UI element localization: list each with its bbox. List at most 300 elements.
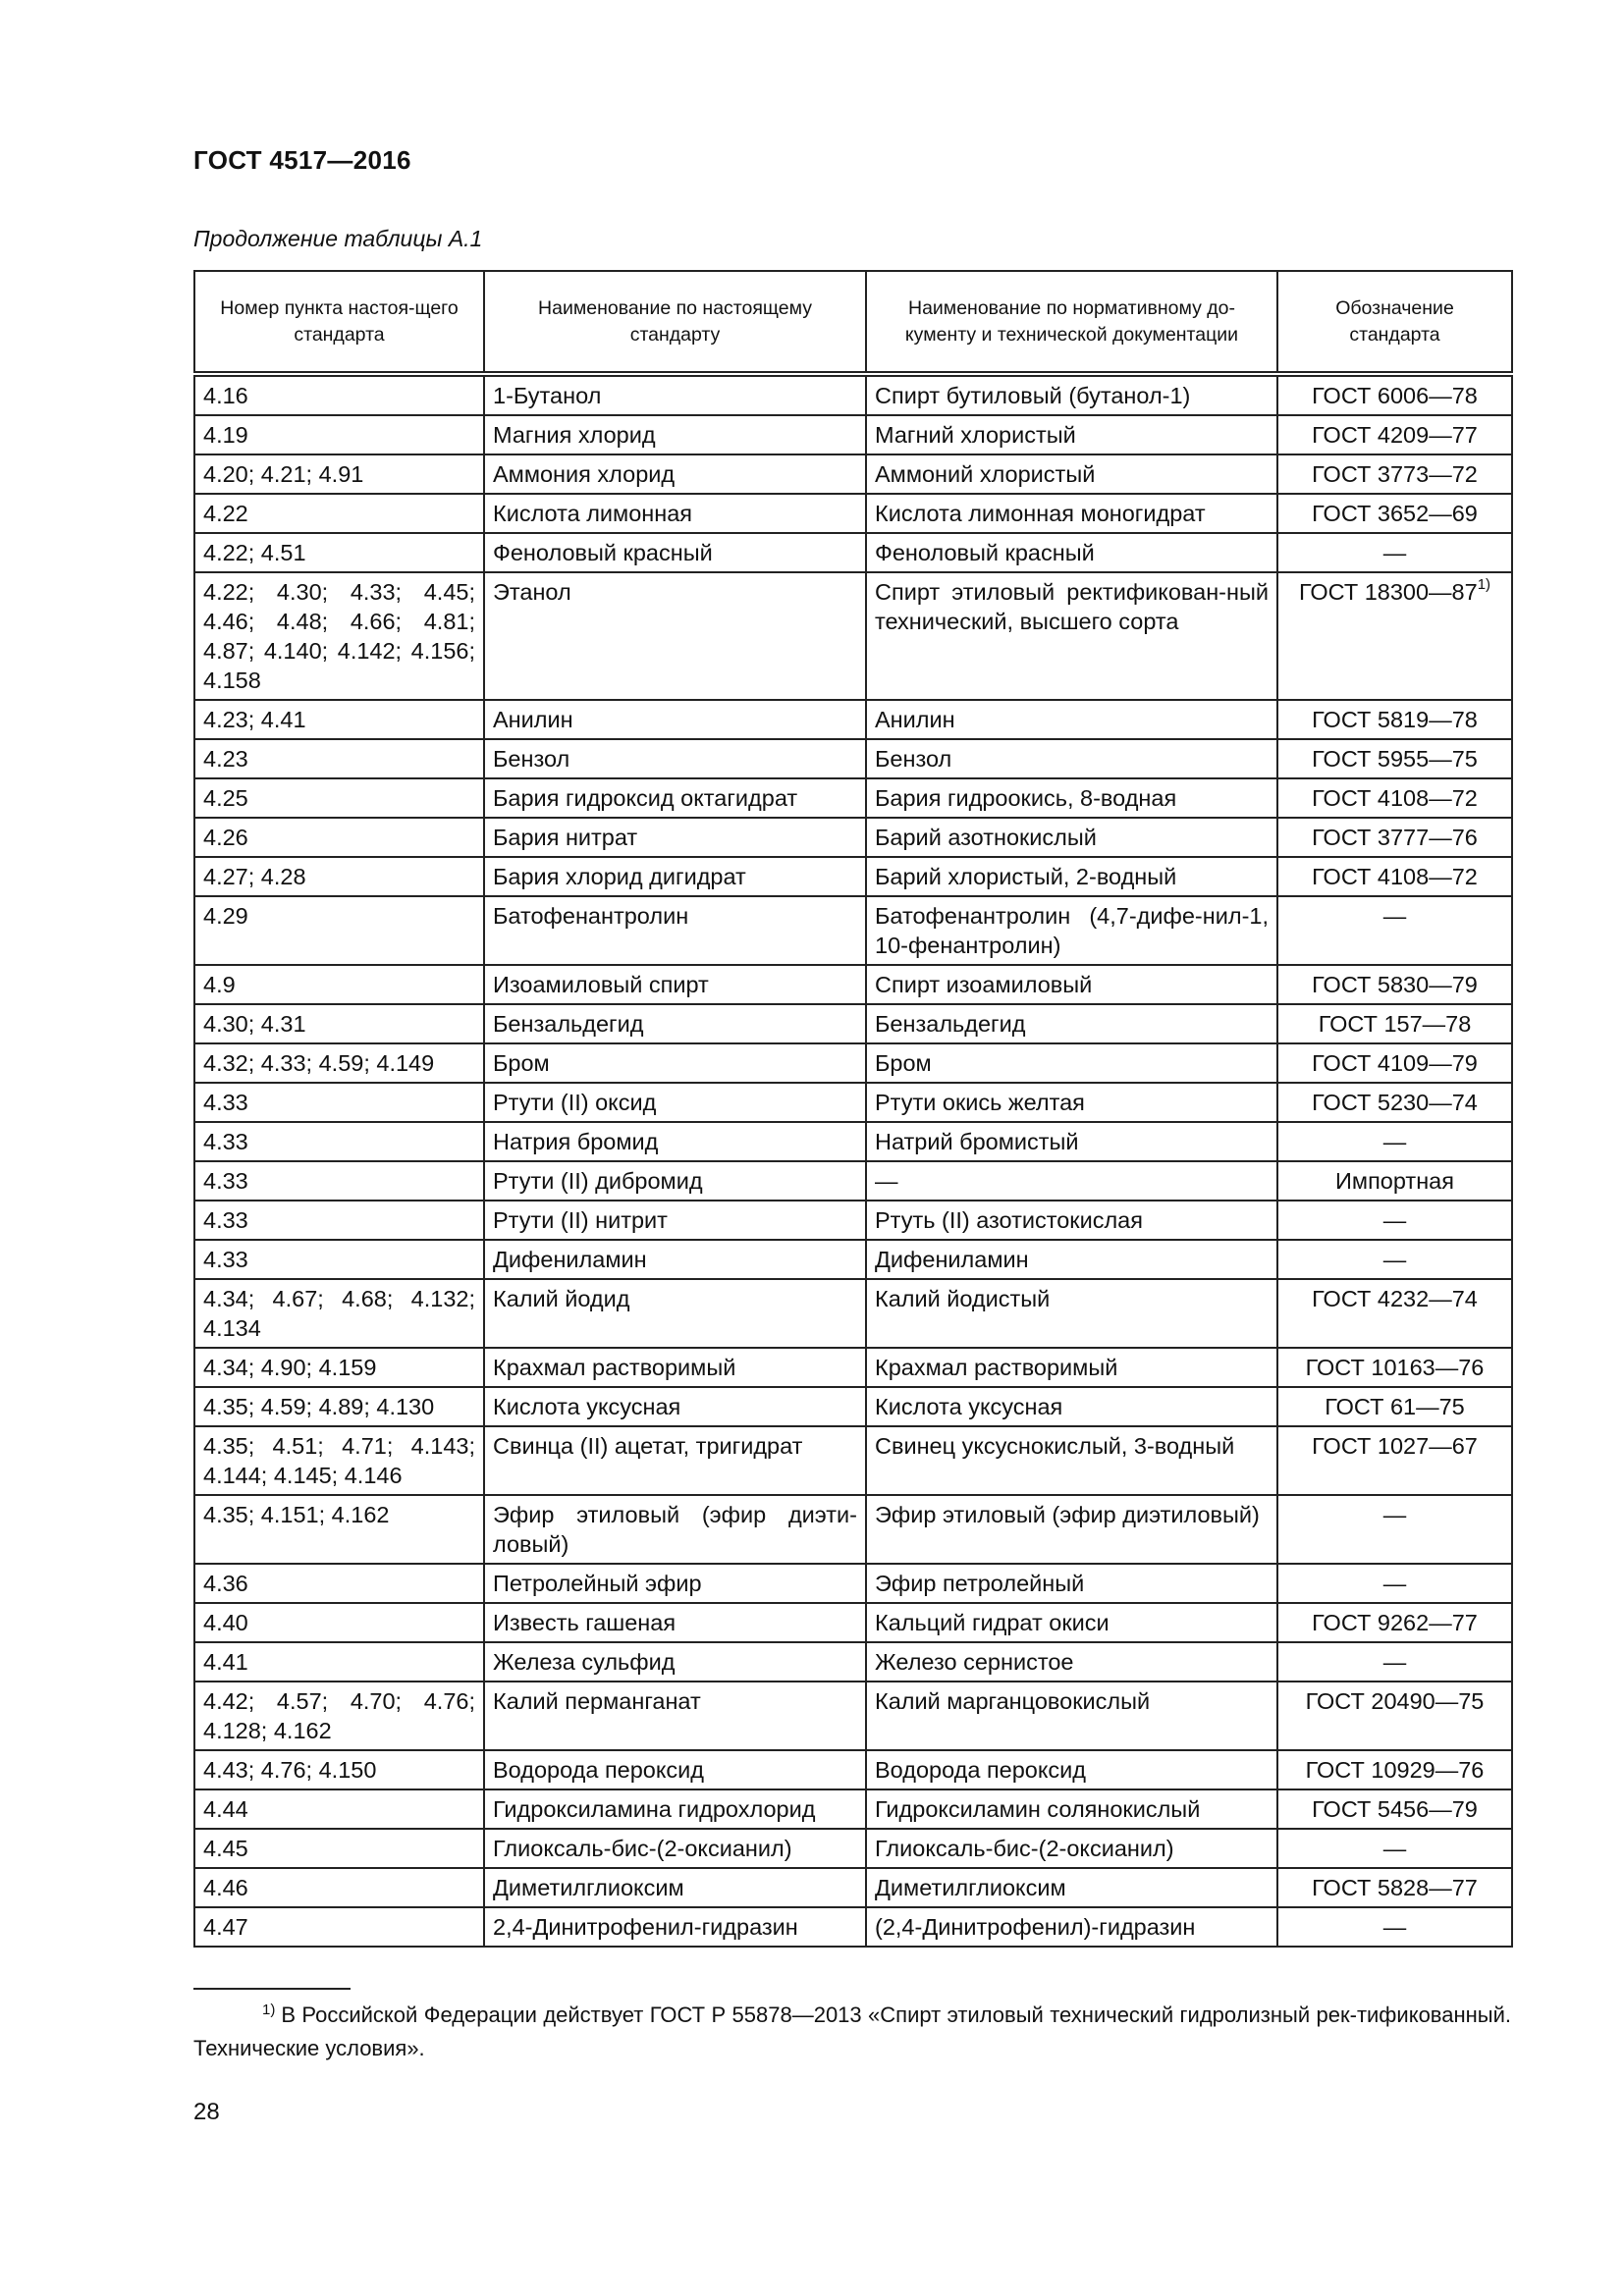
reagents-table — [193, 270, 1513, 1948]
table-row — [194, 1495, 1512, 1564]
cell-doc-name — [866, 1426, 1277, 1495]
cell-name — [484, 1240, 866, 1279]
cell-standard-text: ГОСТ 9262—77 — [1312, 1610, 1478, 1635]
cell-clause — [194, 374, 484, 415]
table-row — [194, 1161, 1512, 1201]
cell-doc-name-text: Кальций гидрат окиси — [875, 1610, 1110, 1635]
cell-doc-name-text: Железо сернистое — [875, 1649, 1074, 1675]
cell-name-text: Бария нитрат — [493, 825, 638, 850]
cell-clause — [194, 1043, 484, 1083]
cell-name-text: Гидроксиламина гидрохлорид — [493, 1796, 816, 1822]
cell-doc-name — [866, 1868, 1277, 1907]
cell-name-text: Изоамиловый спирт — [493, 972, 709, 997]
cell-doc-name-text: Спирт этиловый ректификован-ный технический, высшего сорта — [875, 579, 1269, 634]
cell-standard — [1277, 1004, 1512, 1043]
cell-name-text: Бром — [493, 1050, 550, 1076]
cell-standard-text: ГОСТ 1027—67 — [1312, 1433, 1478, 1459]
cell-clause — [194, 896, 484, 965]
table-header-row — [194, 271, 1512, 374]
cell-doc-name-text: Крахмал растворимый — [875, 1355, 1118, 1380]
cell-doc-name — [866, 1495, 1277, 1564]
cell-clause-text: 4.35; 4.51; 4.71; 4.143; 4.144; 4.145; 4.146 — [203, 1433, 475, 1488]
cell-name-text: Дифениламин — [493, 1247, 647, 1272]
table-row — [194, 1868, 1512, 1907]
cell-standard-text: — — [1382, 540, 1407, 565]
cell-doc-name — [866, 1603, 1277, 1642]
cell-standard — [1277, 1564, 1512, 1603]
column-header-standard: Обозначение стандарта — [1277, 271, 1512, 374]
cell-clause — [194, 1004, 484, 1043]
cell-clause-text: 4.32; 4.33; 4.59; 4.149 — [203, 1050, 435, 1076]
cell-doc-name-text: Спирт изоамиловый — [875, 972, 1093, 997]
cell-standard — [1277, 1240, 1512, 1279]
cell-clause-text: 4.45 — [203, 1836, 248, 1861]
table-row — [194, 1789, 1512, 1829]
table-row — [194, 1240, 1512, 1279]
cell-name — [484, 494, 866, 533]
cell-clause — [194, 1495, 484, 1564]
cell-doc-name-text: Дифениламин — [875, 1247, 1029, 1272]
cell-standard-text: — — [1382, 1914, 1407, 1940]
cell-clause-text: 4.35; 4.151; 4.162 — [203, 1502, 390, 1527]
cell-standard — [1277, 1495, 1512, 1564]
cell-doc-name — [866, 896, 1277, 965]
cell-standard-text: ГОСТ 6006—78 — [1312, 383, 1478, 408]
table-row — [194, 1682, 1512, 1750]
cell-clause-text: 4.33 — [203, 1129, 248, 1154]
cell-standard — [1277, 374, 1512, 415]
cell-standard-text: ГОСТ 5456—79 — [1312, 1796, 1478, 1822]
cell-name — [484, 1083, 866, 1122]
table-row — [194, 700, 1512, 739]
cell-standard-text: ГОСТ 4108—72 — [1312, 864, 1478, 889]
cell-clause-text: 4.25 — [203, 785, 248, 811]
cell-name-text: 2,4-Динитрофенил-гидразин — [493, 1914, 798, 1940]
cell-clause-text: 4.23 — [203, 746, 248, 772]
cell-clause — [194, 1240, 484, 1279]
cell-doc-name-text: Бензальдегид — [875, 1011, 1026, 1037]
cell-doc-name-text: Кислота уксусная — [875, 1394, 1063, 1419]
cell-clause-text: 4.33 — [203, 1090, 248, 1115]
cell-clause — [194, 739, 484, 778]
cell-standard — [1277, 1083, 1512, 1122]
cell-name — [484, 1161, 866, 1201]
cell-doc-name-text: Барий азотнокислый — [875, 825, 1097, 850]
cell-clause-text: 4.23; 4.41 — [203, 707, 306, 732]
cell-clause-text: 4.35; 4.59; 4.89; 4.130 — [203, 1394, 435, 1419]
cell-name — [484, 857, 866, 896]
cell-standard-text: ГОСТ 4232—74 — [1312, 1286, 1478, 1311]
cell-clause-text: 4.42; 4.57; 4.70; 4.76; 4.128; 4.162 — [203, 1688, 475, 1743]
cell-clause-text: 4.33 — [203, 1207, 248, 1233]
cell-standard — [1277, 1682, 1512, 1750]
cell-standard-text: ГОСТ 4109—79 — [1312, 1050, 1478, 1076]
table-row — [194, 1750, 1512, 1789]
cell-doc-name — [866, 374, 1277, 415]
cell-standard-text: ГОСТ 4108—72 — [1312, 785, 1478, 811]
cell-name-text: Глиоксаль-бис-(2-оксианил) — [493, 1836, 792, 1861]
cell-name-text: Батофенантролин — [493, 903, 689, 929]
cell-clause-text: 4.26 — [203, 825, 248, 850]
cell-name-text: Известь гашеная — [493, 1610, 677, 1635]
cell-name-text: Диметилглиоксим — [493, 1875, 684, 1900]
cell-doc-name-text: Батофенантролин (4,7-дифе-нил-1, 10-фенантролин) — [875, 903, 1269, 958]
cell-clause — [194, 818, 484, 857]
cell-name-text: Натрия бромид — [493, 1129, 659, 1154]
cell-standard-text: — — [1382, 1502, 1407, 1527]
cell-standard — [1277, 1348, 1512, 1387]
cell-name-text: Феноловый красный — [493, 540, 713, 565]
cell-name — [484, 1426, 866, 1495]
cell-name-text: Петролейный эфир — [493, 1571, 702, 1596]
cell-standard — [1277, 857, 1512, 896]
cell-clause-text: 4.33 — [203, 1247, 248, 1272]
cell-clause-text: 4.30; 4.31 — [203, 1011, 306, 1037]
cell-clause-text: 4.22; 4.51 — [203, 540, 306, 565]
cell-doc-name-text: Анилин — [875, 707, 955, 732]
cell-clause — [194, 1868, 484, 1907]
cell-standard — [1277, 454, 1512, 494]
cell-doc-name — [866, 454, 1277, 494]
table-row — [194, 533, 1512, 572]
cell-clause — [194, 1201, 484, 1240]
cell-doc-name — [866, 1240, 1277, 1279]
cell-name — [484, 374, 866, 415]
cell-name — [484, 1682, 866, 1750]
cell-name-text: Кислота уксусная — [493, 1394, 681, 1419]
cell-standard — [1277, 1829, 1512, 1868]
footnote-divider — [193, 1988, 351, 1990]
cell-standard — [1277, 818, 1512, 857]
cell-standard — [1277, 1789, 1512, 1829]
cell-name — [484, 739, 866, 778]
cell-clause-text: 4.34; 4.67; 4.68; 4.132; 4.134 — [203, 1286, 475, 1341]
cell-doc-name — [866, 818, 1277, 857]
cell-doc-name-text: Аммоний хлористый — [875, 461, 1096, 487]
cell-clause-text: 4.22; 4.30; 4.33; 4.45; 4.46; 4.48; 4.66; 4.81; 4.87; 4.140; 4.142; 4.156; 4.158 — [203, 579, 475, 693]
cell-standard-text: — — [1382, 1571, 1407, 1596]
cell-doc-name — [866, 1564, 1277, 1603]
cell-standard-text: ГОСТ 5230—74 — [1312, 1090, 1478, 1115]
cell-clause — [194, 1122, 484, 1161]
cell-name-text: Этанол — [493, 579, 571, 605]
cell-doc-name — [866, 739, 1277, 778]
cell-name — [484, 454, 866, 494]
cell-name — [484, 896, 866, 965]
cell-doc-name — [866, 1907, 1277, 1947]
cell-standard-text: ГОСТ 5955—75 — [1312, 746, 1478, 772]
cell-name — [484, 1348, 866, 1387]
cell-name — [484, 778, 866, 818]
table-row — [194, 454, 1512, 494]
cell-doc-name-text: Калий йодистый — [875, 1286, 1051, 1311]
cell-standard-text: ГОСТ 5819—78 — [1312, 707, 1478, 732]
cell-name — [484, 1004, 866, 1043]
cell-standard — [1277, 1122, 1512, 1161]
cell-doc-name — [866, 1161, 1277, 1201]
cell-clause-text: 4.16 — [203, 383, 248, 408]
cell-name-text: Крахмал растворимый — [493, 1355, 736, 1380]
cell-doc-name — [866, 1279, 1277, 1348]
cell-standard-text: — — [1382, 1247, 1407, 1272]
cell-clause — [194, 1789, 484, 1829]
cell-name — [484, 1907, 866, 1947]
cell-standard — [1277, 572, 1512, 700]
cell-standard-text: — — [1382, 1207, 1407, 1233]
cell-standard-text: ГОСТ 3652—69 — [1312, 501, 1478, 526]
cell-standard-text: — — [1382, 1129, 1407, 1154]
cell-standard — [1277, 778, 1512, 818]
column-header-doc-name: Наименование по нормативному до-кументу и технической документации — [866, 271, 1277, 374]
cell-doc-name-text: Спирт бутиловый (бутанол-1) — [875, 383, 1191, 408]
cell-doc-name-text: Калий марганцовокислый — [875, 1688, 1151, 1714]
cell-doc-name-text: Барий хлористый, 2-водный — [875, 864, 1177, 889]
cell-clause-text: 4.33 — [203, 1168, 248, 1194]
cell-name — [484, 1387, 866, 1426]
cell-standard-text: ГОСТ 4209—77 — [1312, 422, 1478, 448]
cell-clause-text: 4.20; 4.21; 4.91 — [203, 461, 364, 487]
cell-doc-name — [866, 1201, 1277, 1240]
cell-doc-name — [866, 494, 1277, 533]
cell-doc-name — [866, 965, 1277, 1004]
cell-standard-text: ГОСТ 10163—76 — [1305, 1355, 1485, 1380]
cell-standard-text: ГОСТ 3773—72 — [1312, 461, 1478, 487]
cell-name — [484, 572, 866, 700]
cell-doc-name — [866, 1829, 1277, 1868]
column-header-name: Наименование по настоящему стандарту — [484, 271, 866, 374]
cell-clause — [194, 1750, 484, 1789]
cell-clause — [194, 1279, 484, 1348]
page-number: 28 — [193, 2099, 220, 2125]
cell-name-text: 1-Бутанол — [493, 383, 602, 408]
cell-standard — [1277, 494, 1512, 533]
cell-name-text: Ртути (II) дибромид — [493, 1168, 703, 1194]
cell-clause-text: 4.34; 4.90; 4.159 — [203, 1355, 377, 1380]
cell-name — [484, 1495, 866, 1564]
table-row — [194, 1387, 1512, 1426]
cell-standard — [1277, 415, 1512, 454]
cell-clause — [194, 1829, 484, 1868]
footnote-text: В Российской Федерации действует ГОСТ Р 55878—2013 «Спирт этиловый технический гидролизный рек-тификованный. Технические условия». — [193, 2002, 1511, 2060]
cell-name — [484, 1642, 866, 1682]
cell-name — [484, 1564, 866, 1603]
cell-clause — [194, 454, 484, 494]
cell-standard-text: Импортная — [1335, 1168, 1454, 1194]
cell-name — [484, 1279, 866, 1348]
cell-name — [484, 1789, 866, 1829]
cell-standard — [1277, 1907, 1512, 1947]
cell-name-text: Бензальдегид — [493, 1011, 644, 1037]
cell-clause-text: 4.44 — [203, 1796, 248, 1822]
cell-doc-name — [866, 1348, 1277, 1387]
cell-standard — [1277, 739, 1512, 778]
cell-standard — [1277, 1642, 1512, 1682]
cell-name — [484, 700, 866, 739]
cell-doc-name-text: Бром — [875, 1050, 932, 1076]
cell-clause — [194, 857, 484, 896]
cell-clause-text: 4.40 — [203, 1610, 248, 1635]
cell-clause — [194, 1682, 484, 1750]
cell-doc-name-text: Диметилглиоксим — [875, 1875, 1066, 1900]
cell-clause — [194, 1348, 484, 1387]
table-row — [194, 1642, 1512, 1682]
cell-standard — [1277, 896, 1512, 965]
table-row — [194, 739, 1512, 778]
cell-doc-name — [866, 1642, 1277, 1682]
cell-standard-text: — — [1382, 1836, 1407, 1861]
cell-doc-name — [866, 1682, 1277, 1750]
cell-clause — [194, 1161, 484, 1201]
cell-standard-text: ГОСТ 157—78 — [1318, 1011, 1472, 1037]
table-row — [194, 1348, 1512, 1387]
cell-clause — [194, 1083, 484, 1122]
cell-standard-text: ГОСТ 20490—75 — [1305, 1688, 1485, 1714]
table-row — [194, 1279, 1512, 1348]
cell-doc-name-text: Водорода пероксид — [875, 1757, 1087, 1783]
cell-doc-name — [866, 415, 1277, 454]
cell-clause — [194, 1387, 484, 1426]
cell-standard — [1277, 1868, 1512, 1907]
table-caption: Продолжение таблицы А.1 — [193, 226, 483, 251]
table-row — [194, 857, 1512, 896]
cell-name — [484, 965, 866, 1004]
cell-name — [484, 1829, 866, 1868]
cell-clause-text: 4.19 — [203, 422, 248, 448]
cell-doc-name — [866, 700, 1277, 739]
cell-clause — [194, 778, 484, 818]
cell-name-text: Бензол — [493, 746, 570, 772]
cell-name — [484, 1201, 866, 1240]
cell-doc-name — [866, 1043, 1277, 1083]
cell-doc-name — [866, 533, 1277, 572]
cell-standard-text: — — [1382, 1649, 1407, 1675]
cell-standard-text: ГОСТ 5830—79 — [1312, 972, 1478, 997]
cell-doc-name — [866, 1004, 1277, 1043]
cell-clause — [194, 1426, 484, 1495]
cell-clause — [194, 1603, 484, 1642]
cell-standard — [1277, 1279, 1512, 1348]
cell-clause-text: 4.29 — [203, 903, 248, 929]
cell-clause — [194, 700, 484, 739]
cell-doc-name-text: Бензол — [875, 746, 952, 772]
table-row — [194, 1004, 1512, 1043]
cell-clause — [194, 494, 484, 533]
column-header-clause: Номер пункта настоя-щего стандарта — [194, 271, 484, 374]
table-row — [194, 818, 1512, 857]
cell-clause-text: 4.43; 4.76; 4.150 — [203, 1757, 377, 1783]
cell-clause — [194, 1642, 484, 1682]
cell-name-text: Магния хлорид — [493, 422, 656, 448]
table-row — [194, 415, 1512, 454]
cell-name-text: Кислота лимонная — [493, 501, 693, 526]
cell-doc-name-text: Натрий бромистый — [875, 1129, 1079, 1154]
cell-standard — [1277, 1161, 1512, 1201]
cell-name — [484, 533, 866, 572]
table-row — [194, 1829, 1512, 1868]
cell-doc-name-text: Свинец уксуснокислый, 3-водный — [875, 1433, 1235, 1459]
cell-name-text: Водорода пероксид — [493, 1757, 705, 1783]
cell-doc-name-text: Магний хлористый — [875, 422, 1076, 448]
cell-clause — [194, 1907, 484, 1947]
cell-standard — [1277, 1387, 1512, 1426]
cell-name — [484, 1750, 866, 1789]
cell-standard — [1277, 1750, 1512, 1789]
cell-name — [484, 1868, 866, 1907]
footnote-reference: 1) — [1477, 576, 1491, 594]
cell-doc-name — [866, 1122, 1277, 1161]
table-row — [194, 1201, 1512, 1240]
table-row — [194, 778, 1512, 818]
table-row — [194, 572, 1512, 700]
cell-standard — [1277, 1426, 1512, 1495]
cell-name-text: Бария гидроксид октагидрат — [493, 785, 798, 811]
cell-name-text: Ртути (II) оксид — [493, 1090, 657, 1115]
cell-name — [484, 1043, 866, 1083]
cell-doc-name-text: Кислота лимонная моногидрат — [875, 501, 1206, 526]
table-row — [194, 1122, 1512, 1161]
cell-doc-name — [866, 1387, 1277, 1426]
cell-clause — [194, 965, 484, 1004]
cell-name — [484, 1603, 866, 1642]
cell-standard — [1277, 965, 1512, 1004]
cell-standard-text: — — [1382, 903, 1407, 929]
cell-standard-text: ГОСТ 5828—77 — [1312, 1875, 1478, 1900]
cell-clause-text: 4.36 — [203, 1571, 248, 1596]
footnote-mark: 1) — [262, 2002, 276, 2018]
cell-doc-name-text: Гидроксиламин солянокислый — [875, 1796, 1201, 1822]
table-row — [194, 1603, 1512, 1642]
cell-doc-name-text: Эфир этиловый (эфир диэтиловый) — [875, 1502, 1260, 1527]
cell-doc-name — [866, 778, 1277, 818]
cell-clause — [194, 415, 484, 454]
cell-name — [484, 415, 866, 454]
cell-clause — [194, 533, 484, 572]
cell-standard-text: ГОСТ 10929—76 — [1305, 1757, 1485, 1783]
cell-doc-name-text: Ртути окись желтая — [875, 1090, 1085, 1115]
table-body — [194, 374, 1512, 1947]
cell-doc-name-text: (2,4-Динитрофенил)-гидразин — [875, 1914, 1196, 1940]
cell-doc-name-text: Феноловый красный — [875, 540, 1095, 565]
table-row — [194, 1043, 1512, 1083]
table-row — [194, 494, 1512, 533]
cell-clause-text: 4.22 — [203, 501, 248, 526]
cell-standard-text: ГОСТ 61—75 — [1325, 1394, 1465, 1419]
cell-standard — [1277, 700, 1512, 739]
cell-name-text: Калий перманганат — [493, 1688, 701, 1714]
table-row — [194, 1083, 1512, 1122]
cell-standard — [1277, 1043, 1512, 1083]
cell-name-text: Эфир этиловый (эфир диэти-ловый) — [493, 1502, 857, 1557]
document-header: ГОСТ 4517—2016 — [193, 145, 411, 175]
cell-name-text: Ртути (II) нитрит — [493, 1207, 668, 1233]
cell-standard — [1277, 533, 1512, 572]
cell-doc-name-text: Ртуть (II) азотистокислая — [875, 1207, 1143, 1233]
cell-standard-text: ГОСТ 3777—76 — [1312, 825, 1478, 850]
cell-doc-name — [866, 857, 1277, 896]
cell-clause-text: 4.46 — [203, 1875, 248, 1900]
cell-clause — [194, 572, 484, 700]
table-container — [193, 270, 1511, 1948]
cell-name-text: Аммония хлорид — [493, 461, 676, 487]
cell-name-text: Анилин — [493, 707, 573, 732]
cell-clause — [194, 1564, 484, 1603]
cell-name-text: Железа сульфид — [493, 1649, 676, 1675]
cell-name-text: Калий йодид — [493, 1286, 630, 1311]
table-row — [194, 1907, 1512, 1947]
table-row — [194, 1426, 1512, 1495]
cell-doc-name-text: — — [875, 1168, 898, 1194]
table-row — [194, 1564, 1512, 1603]
